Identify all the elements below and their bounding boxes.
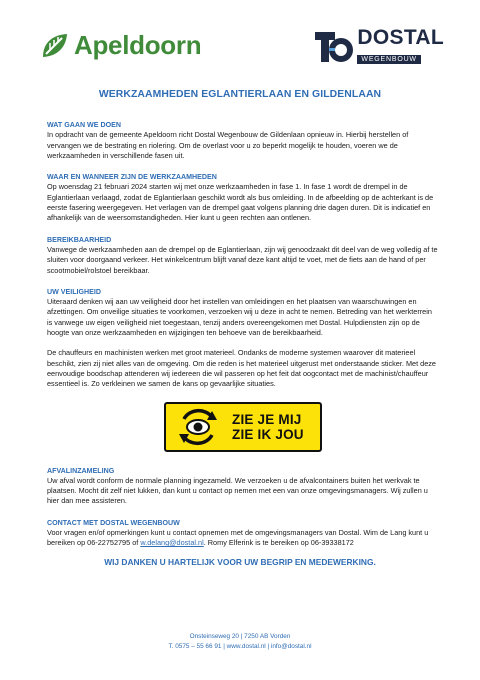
section-heading: AFVALINZAMELING [47,466,115,475]
email-link[interactable]: w.delang@dostal.nl [140,538,204,548]
section-heading: WAT GAAN WE DOEN [47,121,121,129]
sticker-line-1: ZIE JE MIJ [232,411,302,427]
section-heading: CONTACT MET DOSTAL WEGENBOUW [47,518,180,527]
section-heading: BEREIKBAARHEID [47,235,112,244]
section-afvalinzameling [47,466,439,507]
letterhead [40,22,450,72]
apeldoorn-logo [40,30,201,61]
section-heading: WAAR EN WANNEER ZIJN DE WERKZAAMHEDEN [47,173,217,182]
zie-je-mij-sticker [164,402,322,452]
letter-body [47,120,439,549]
section-text: Uw afval wordt conform de normale planning ingezameld. We verzoeken u de afvalcontainers buiten het werkvak te plaatsen. Mocht dit zelf niet lukken, dan kunt u contact op nemen met een van onze omgevingsmanagers. Wij zullen u hier dan mee assisteren. [47,475,428,506]
page-title: WERKZAAMHEDEN EGLANTIERLAAN EN GILDENLAAN [98,89,382,100]
section-text: In opdracht van de gemeente Apeldoorn richt Dostal Wegenbouw de Gildenlaan opnieuw in. Hierbij herstellen of vervangen we de bestrating en riolering. Om de overlast voor u zo beperkt mogelijk te houden, voeren we de werkzaamheden in verschillende fasen uit. [47,130,409,160]
section-text: Op woensdag 21 februari 2024 starten wij met onze werkzaamheden in fase 1. In fase 1 wordt de drempel in de Eglantierlaan verlaagd, zodat de Eglantierlaan geschikt wordt als bus omleiding. In de afbeelding op de achterkant is de eerste fasering weergegeven. Het verlagen van de drempel gaat volgens planning drie dagen duren. Dit is indicatief en afhankelijk van de weersomstandigheden. Hier kunt u geen rechten aan ontlenen. [47,182,434,223]
apeldoorn-leaf-icon [40,31,70,61]
section-text: De chauffeurs en machinisten werken met groot materieel. Ondanks de moderne systemen waarover dit materieel beschikt, zien zij niet alles van de omgeving. Om die reden is het materieel uitgerust met onderstaande sticker. Met deze eenvoudige boodschap attenderen wij iedereen die wil passeren op het feit dat oogcontact met de machinist/chauffeur essentieel is. Zo verkleinen we samen de kans op gevaarlijke situaties. [47,348,436,389]
section-bereikbaarheid [47,235,439,276]
sticker-line-2: ZIE IK JOU [232,426,304,442]
thanks-message: WIJ DANKEN U HARTELIJK VOOR UW BEGRIP EN MEDEWERKING. [104,557,376,567]
section-waar-en-wanneer [47,172,439,223]
apeldoorn-logo-text: Apeldoorn [74,30,202,60]
contact-text-before: Voor vragen en/of opmerkingen kunt u contact opnemen met de omgevingsmanagers van Dostal. Wim de Lang kunt u bereiken op 06-22752795 of [47,528,429,548]
section-text: Vanwege de werkzaamheden aan de drempel op de Eglantierlaan, zijn wij genoodzaakt dit deel van de weg volledig af te sluiten voor doorgaand verkeer. Het winkelcentrum blijft vanaf deze kant altijd te voet, met de fiets aan de hand of per scootmobiel/rolstoel bereikbaar. [47,244,438,275]
section-text: Uiteraard denken wij aan uw veiligheid door het instellen van omleidingen en het plaatsen van waarschuwingen en afzettingen. Om onveilige situaties te voorkomen, verzoeken wij u deze in acht te nemen. Betreding van het werkterrein is vanwege uw eigen veiligheid niet toegestaan, tenzij anders overeengekomen met Dostal. Hulpdiensten zijn op de hoogte van onze werkzaamheden en wijzigingen ten behoeve van de bereikbaarheid. [47,297,432,338]
contact-text-after: . Romy Elferink is te bereiken op 06-39338172 [203,538,354,548]
dostal-emblem-icon [315,28,355,66]
footer-address: Onsteinseweg 20 | 7250 AB Vorden [189,633,291,640]
footer [0,632,480,652]
dostal-logo [315,28,444,66]
section-uw-veiligheid [47,287,439,390]
section-text [47,528,439,549]
eye-arrows-icon [176,407,220,447]
section-heading: UW VEILIGHEID [47,287,101,296]
section-contact [47,518,439,549]
dostal-brand-text: DOSTAL [357,26,444,49]
section-wat-gaan-we-doen [47,120,439,161]
dostal-sub-text: WEGENBOUW [357,55,420,64]
footer-contact: T. 0575 – 55 66 91 | www.dostal.nl | info@dostal.nl [168,643,312,650]
